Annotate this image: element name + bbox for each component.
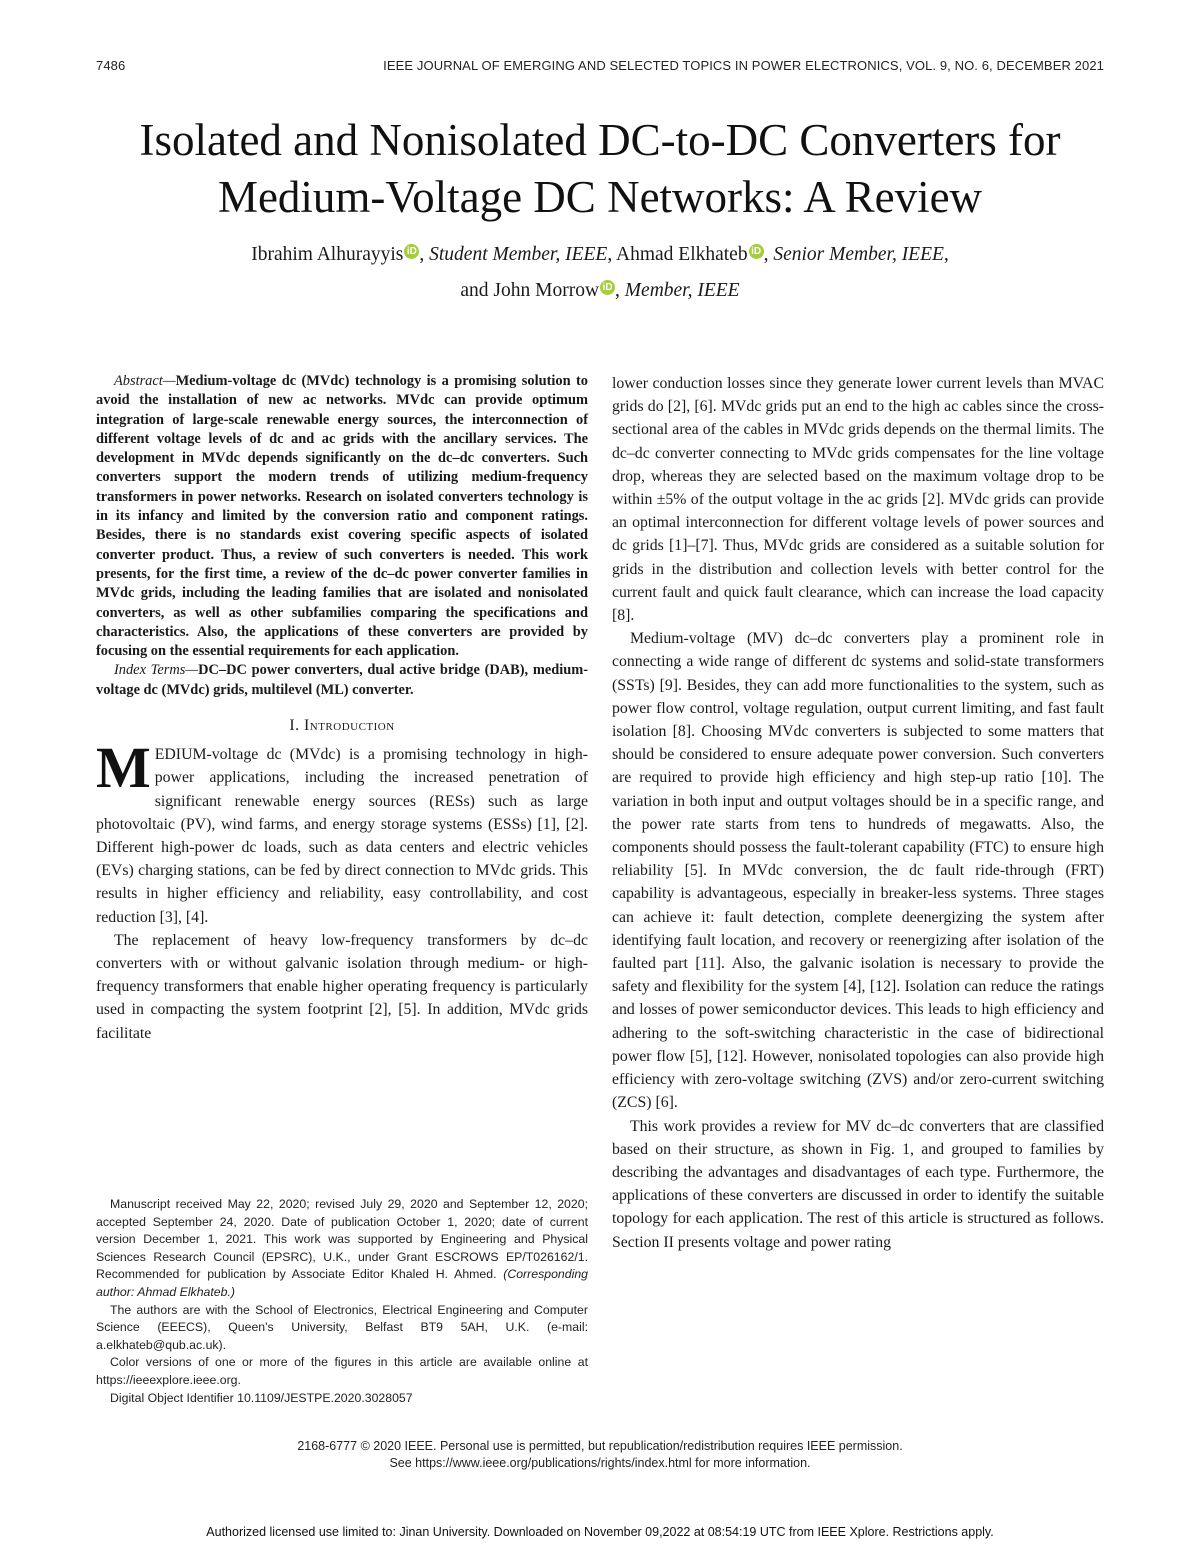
running-header	[96, 58, 1104, 73]
right-paragraph-3: This work provides a review for MV dc–dc converters that are classified based on their structure, as shown in Fig. 1, and grouped to families by describing the advantages and disadvantages of each type. Furthermore, the applications of these converters are discussed in order to identify the suitable topology for each application. The rest of this article is structured as follows. Section II presents voltage and power rating	[612, 1117, 1104, 1251]
title-line-1: Isolated and Nonisolated DC-to-DC Converters for	[139, 115, 1061, 165]
author-2-membership: Senior Member, IEEE	[773, 244, 944, 265]
copyright-line-2: See https://www.ieee.org/publications/rights/index.html for more information.	[389, 1456, 811, 1470]
drop-cap: M	[96, 735, 151, 801]
authorized-use-notice: Authorized licensed use limited to: Jinan University. Downloaded on November 09,2022 at 08:54:19 UTC from IEEE Xplore. Restrictions apply.	[206, 1525, 994, 1539]
orcid-icon[interactable]: iD	[404, 244, 419, 259]
right-paragraph-2: Medium-voltage (MV) dc–dc converters play a prominent role in connecting a wide range of different dc systems and solid-state transformers (SSTs) [9]. Besides, they can add more functionalities to the system, such as power flow control, voltage regulation, output current limiting, and fast fault isolation [8]. Choosing MVdc converters is subjected to some matters that should be considered to ensure adequate power conversion. Such converters are required to provide high efficiency and high step-up ratio [10]. The variation in both input and output voltages should be in a specific range, and the power rate starts from tens to hundreds of megawatts. Also, the components should possess the fault-tolerant capability (FTC) to ensure high reliability [5]. In MVdc conversion, the dc fault ride-through (FRT) capability is advantageous, especially in breaker-less systems. Three stages can achieve it: fault detection, complete deenergizing the system after identifying fault location, and recovery or reenergizing after isolation of the faulted part [11]. Also, the galvanic isolation is necessary to provide the safety and flexibility for the system [4], [12]. Isolation can reduce the ratings and losses of power semiconductor devices. This leads to high efficiency and adhering to the soft-switching characteristic in the case of bidirectional power flow [5], [12]. However, nonisolated topologies can also provide high efficiency with zero-voltage switching (ZVS) and/or zero-current switching (ZCS) [6].	[612, 630, 1104, 1112]
author-2-name: Ahmad Elkhateb	[616, 244, 748, 265]
footnote-affiliation: The authors are with the School of Electronics, Electrical Engineering and Computer Science (EEECS), Queen's University, Belfast BT9 5AH, U.K. (e-mail: a.elkhateb@qub.ac.uk).	[96, 1302, 588, 1352]
intro-paragraph-2: The replacement of heavy low-frequency transformers by dc–dc converters with or without galvanic isolation through medium- or high-frequency transformers that enable higher operating frequency is particularly used in compacting the system footprint [2], [5]. In addition, MVdc grids facilitate	[96, 931, 588, 1042]
journal-name: IEEE JOURNAL OF EMERGING AND SELECTED TOPICS IN POWER ELECTRONICS, VOL. 9, NO. 6, DECEMBER 2021	[383, 58, 1104, 73]
abstract	[96, 372, 588, 661]
intro-paragraph-1	[96, 735, 588, 929]
author-3-membership: Member, IEEE	[624, 280, 740, 301]
footnotes	[96, 1196, 588, 1407]
index-terms-lead: Index Terms—	[114, 662, 199, 679]
right-column	[612, 372, 1104, 1254]
copyright-notice	[96, 1438, 1104, 1472]
corresponding-author: (Corresponding author: Ahmad Elkhateb.)	[96, 1267, 588, 1299]
copyright-line-1: 2168-6777 © 2020 IEEE. Personal use is permitted, but republication/redistribution requires IEEE permission.	[297, 1439, 903, 1453]
author-3-name: and John Morrow	[460, 280, 600, 301]
abstract-lead: Abstract—	[114, 373, 176, 389]
abstract-text: Medium-voltage dc (MVdc) technology is a promising solution to avoid the installation of new ac networks. MVdc can provide optimum integration of large-scale renewable energy sources, the interconnection of different voltage levels of dc and ac grids with the ancillary services. The development in MVdc depends significantly on the dc–dc converters. Such converters support the modern trends of utilizing medium-frequency transformers in power networks. Research on isolated converters technology is in its infancy and limited by the conversion ratio and component ratings. Besides, there is no standards exist covering specific aspects of isolated converter product. Thus, a review of such converters is needed. This work presents, for the first time, a review of the dc–dc power converter families in MVdc grids, including the leading families that are isolated and nonisolated converters, as well as other subfamilies comparing the specifications and characteristics. Also, the applications of these converters are provided by focusing on the essential requirements for each application.	[96, 373, 588, 660]
right-paragraph-1: lower conduction losses since they generate lower current levels than MVAC grids do [2], [6]. MVdc grids put an end to the high ac cables since the cross-sectional area of the cables in MVdc grids depends on the thermal limits. The dc–dc converter connecting to MVdc grids compensates for the line voltage drop, whereas they are selected based on the maximum voltage drop to be within ±5% of the output voltage in the ac grids [2]. MVdc grids can provide an optimal interconnection for different voltage levels of power sources and dc grids [1]–[7]. Thus, MVdc grids are considered as a suitable solution for grids in the distribution and collection levels with better control for the current fault and quick fault clearance, which can increase the load capacity [8].	[612, 375, 1104, 625]
section-number: I.	[289, 717, 300, 735]
footnote-color-versions: Color versions of one or more of the figures in this article are available online at https://ieeexplore.ieee.org.	[96, 1355, 588, 1387]
index-terms	[96, 661, 588, 700]
page-number: 7486	[96, 58, 126, 73]
intro-paragraph-1-text: EDIUM-voltage dc (MVdc) is a promising technology in high-power applications, including the increased penetration of significant renewable energy sources (RESs) such as large photovoltaic (PV), wind farms, and energy storage systems (ESSs) [1], [2]. Different high-power dc loads, such as data centers and electric vehicles (EVs) charging stations, can be fed by direct connection to MVdc grids. This results in higher efficiency and reliability, easy controllability, and cost reduction [3], [4].	[96, 746, 588, 926]
author-1-name: Ibrahim Alhurayyis	[251, 244, 404, 265]
index-terms-text: DC–DC power converters, dual active bridge (DAB), medium-voltage dc (MVdc) grids, multilevel (ML) converter.	[96, 662, 588, 698]
left-column	[96, 372, 588, 1045]
footnote-manuscript	[96, 1196, 588, 1302]
orcid-icon[interactable]: iD	[749, 244, 764, 259]
author-1-membership: Student Member, IEEE	[429, 244, 608, 265]
title-line-2: Medium-Voltage DC Networks: A Review	[217, 172, 983, 222]
section-heading	[96, 714, 588, 737]
footnote-doi: Digital Object Identifier 10.1109/JESTPE.2020.3028057	[110, 1390, 413, 1405]
paper-title	[60, 112, 1140, 226]
author-list: Ibrahim Alhurayyis iD , Student Member, IEEE, Ahmad Elkhateb iD , Senior Member, IEEE, and John Morrow iD , Member, IEEE	[251, 244, 949, 301]
footnote-manuscript-text: Manuscript received May 22, 2020; revised July 29, 2020 and September 12, 2020; accepted September 24, 2020. Date of publication October 1, 2020; date of current version December 1, 2021. This work was supported by Engineering and Physical Sciences Research Council (EPSRC), U.K., under Grant ESCROWS EP/T026162/1. Recommended for publication by Associate Editor Khaled H. Ahmed.	[96, 1197, 588, 1282]
orcid-icon[interactable]: iD	[600, 280, 615, 295]
section-title: Introduction	[303, 717, 395, 735]
